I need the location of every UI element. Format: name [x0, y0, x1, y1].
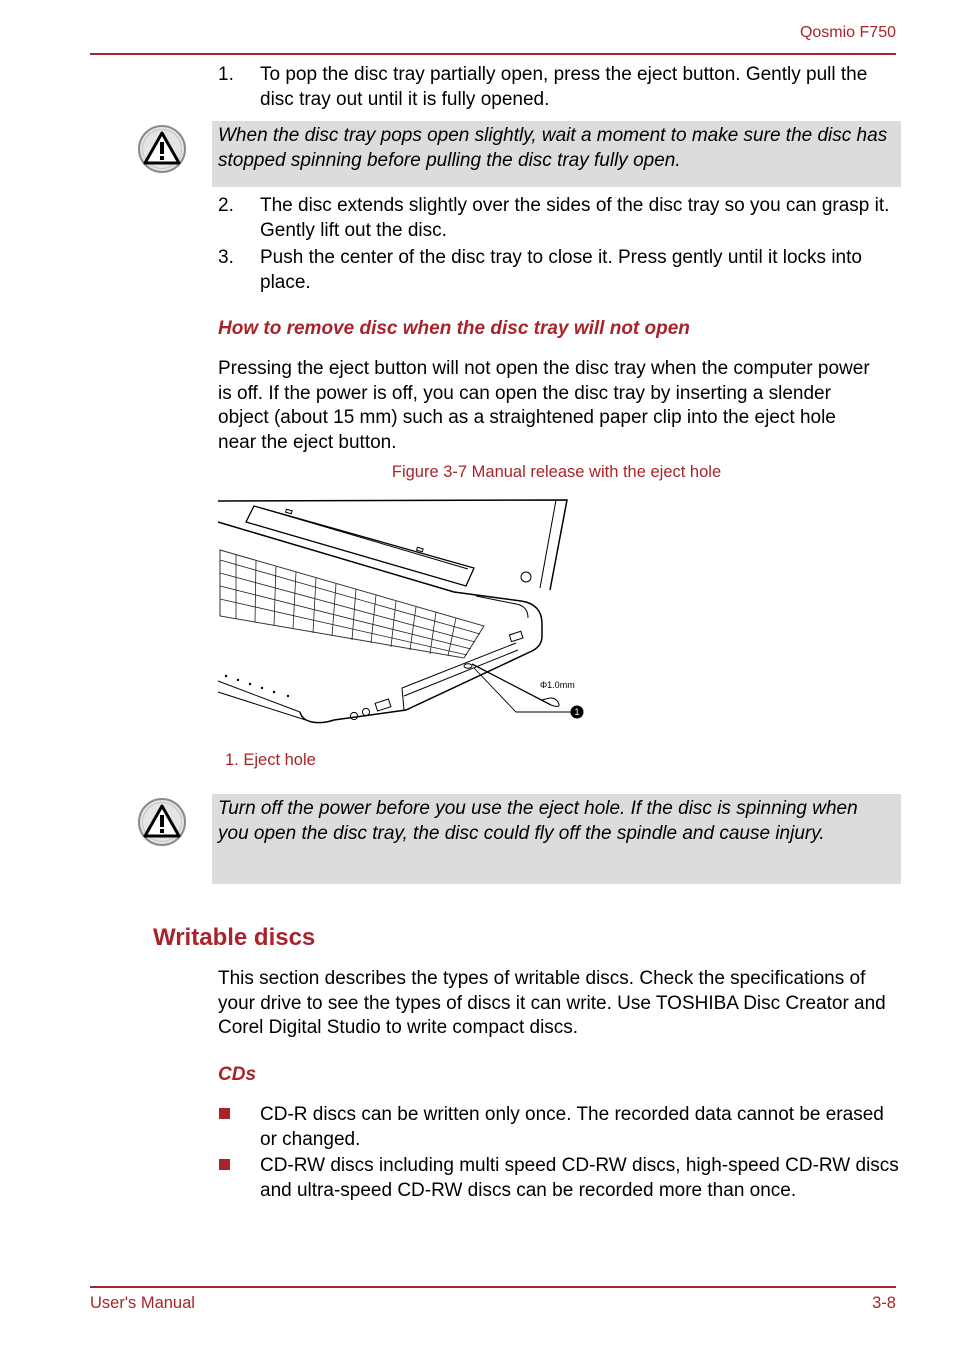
section-heading: Writable discs [153, 924, 316, 951]
step-number: 1. [218, 64, 234, 85]
header-rule [90, 53, 896, 55]
caution-icon [137, 797, 187, 847]
dimension-label: Φ1.0mm [540, 680, 575, 690]
step-text: The disc extends slightly over the sides of the disc tray so you can grasp it. Gently lift out the disc. [260, 195, 890, 241]
caution-note-text: When the disc tray pops open slightly, wait a moment to make sure the disc has stopped spinning before pulling the disc tray fully open. [218, 125, 888, 171]
callout-number: 1 [574, 707, 580, 717]
bullet-text: CD-R discs can be written only once. The recorded data cannot be erased or changed. [260, 1104, 884, 1150]
page-number: 3-8 [872, 1294, 896, 1312]
running-header: Qosmio F750 [799, 24, 896, 41]
laptop-eject-hole-figure [216, 496, 588, 736]
figure-legend: 1. Eject hole [225, 751, 316, 769]
caution-icon [137, 124, 187, 174]
step-text: To pop the disc tray partially open, press the eject button. Gently pull the disc tray out until it is fully opened. [260, 64, 868, 110]
caution-note [212, 794, 901, 884]
step-number: 3. [218, 247, 234, 268]
caution-note [212, 121, 901, 187]
step-text: Push the center of the disc tray to close it. Press gently until it locks into place. [260, 247, 862, 293]
body-paragraph: This section describes the types of writable discs. Check the specifications of your drive to see the types of discs it can write. Use TOSHIBA Disc Creator and Corel Digital Studio to write compact discs. [218, 968, 886, 1038]
figure-caption: Figure 3-7 Manual release with the eject hole [391, 463, 722, 481]
caution-note-text: Turn off the power before you use the eject hole. If the disc is spinning when you open the disc tray, the disc could fly off the spindle and cause injury. [218, 798, 858, 844]
footer-manual-title: User's Manual [90, 1294, 195, 1312]
step-number: 2. [218, 195, 234, 216]
footer-rule [90, 1286, 896, 1288]
bullet-text: CD-RW discs including multi speed CD-RW discs, high-speed CD-RW discs and ultra-speed CD-RW discs can be recorded more than once. [260, 1155, 899, 1201]
subsection-heading: CDs [218, 1064, 257, 1085]
subsection-heading: How to remove disc when the disc tray will not open [218, 318, 690, 339]
bullet-marker [219, 1159, 230, 1170]
bullet-marker [219, 1108, 230, 1119]
body-paragraph: Pressing the eject button will not open the disc tray when the computer power is off. If the power is off, you can open the disc tray by inserting a slender object (about 15 mm) such as a straightened paper clip into the eject hole near the eject button. [218, 358, 870, 453]
